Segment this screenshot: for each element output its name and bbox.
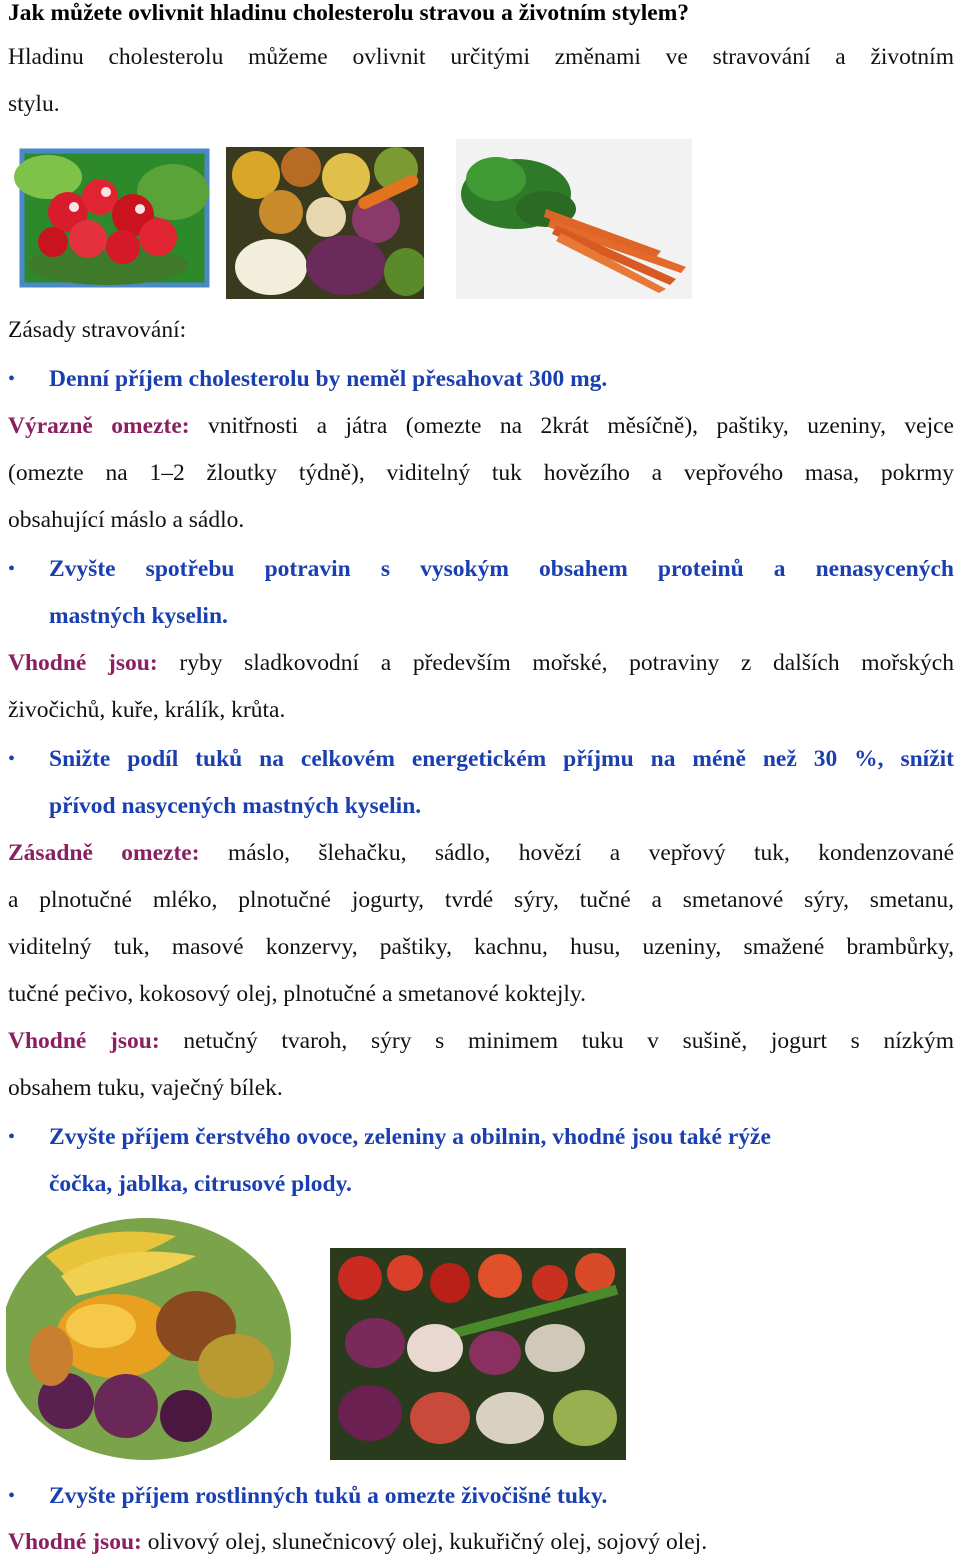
- bullet-5: •: [8, 1485, 16, 1507]
- tropical-fruit-image: [6, 1216, 296, 1462]
- bullet-2: •: [8, 558, 16, 580]
- p3-text-1: máslo, šlehačku, sádlo, hovězí a vepřový tuk, kondenzované: [199, 840, 954, 866]
- p2-line-2: živočichů, kuře, králík, krůta.: [8, 697, 286, 723]
- p1-label: Výrazně omezte:: [8, 413, 190, 439]
- p4-line-2: obsahem tuku, vaječný bílek.: [8, 1075, 283, 1101]
- bullet-4-text-1: Zvyšte příjem čerstvého ovoce, zeleniny a obilnin, vhodné jsou také rýže: [49, 1124, 771, 1150]
- carrots-image: [456, 139, 692, 299]
- p3-line-3: viditelný tuk, masové konzervy, paštiky, kachnu, husu, uzeniny, smažené brambůrky,: [8, 934, 954, 960]
- p5-text-1: olivový olej, slunečnicový olej, kukuřičný olej, sojový olej.: [141, 1529, 708, 1555]
- vegetable-market-image: [330, 1248, 626, 1460]
- p1-line-2: (omezte na 1–2 žloutky týdně), viditelný tuk hovězího a vepřového masa, pokrmy: [8, 460, 954, 486]
- page-heading: Jak můžete ovlivnit hladinu cholesterolu stravou a životním stylem?: [8, 0, 690, 26]
- p3-line-1: [8, 830, 954, 877]
- p2-line-1: [8, 640, 954, 687]
- bullet-3-text-2: přívod nasycených mastných kyselin.: [49, 793, 422, 819]
- p3-line-4: tučné pečivo, kokosový olej, plnotučné a smetanové koktejly.: [8, 981, 586, 1007]
- p3-line-2: a plnotučné mléko, plnotučné jogurty, tvrdé sýry, tučné a smetanové sýry, smetanu,: [8, 887, 954, 913]
- p3-label: Zásadně omezte:: [8, 840, 200, 866]
- bullet-1: •: [8, 368, 16, 390]
- p2-label: Vhodné jsou:: [8, 650, 158, 676]
- bullet-2-text-2: mastných kyselin.: [49, 603, 228, 629]
- bullet-4-text-2: čočka, jablka, citrusové plody.: [49, 1171, 352, 1197]
- mixed-vegetables-image: [226, 147, 424, 299]
- bullet-2-text-1: Zvyšte spotřebu potravin s vysokým obsahem proteinů a nenasycených: [49, 556, 954, 582]
- p2-text-1: ryby sladkovodní a především mořské, potraviny z dalších mořských: [157, 650, 954, 676]
- bullet-1-text: Denní příjem cholesterolu by neměl přesahovat 300 mg.: [49, 366, 608, 392]
- intro-line-2: stylu.: [8, 91, 60, 117]
- radish-salad-image: [8, 137, 213, 299]
- section-title: Zásady stravování:: [8, 317, 187, 343]
- p1-line-3: obsahující máslo a sádlo.: [8, 507, 245, 533]
- p5-label: Vhodné jsou:: [8, 1529, 142, 1555]
- bullet-3: •: [8, 748, 16, 770]
- bullet-5-text: Zvyšte příjem rostlinných tuků a omezte živočišné tuky.: [49, 1483, 608, 1509]
- intro-line-1: Hladinu cholesterolu můžeme ovlivnit určitými změnami ve stravování a životním: [8, 44, 954, 70]
- bullet-4: •: [8, 1126, 16, 1148]
- p4-label: Vhodné jsou:: [8, 1028, 160, 1054]
- p4-text-1: netučný tvaroh, sýry s minimem tuku v sušině, jogurt s nízkým: [159, 1028, 954, 1054]
- p1-line-1: [8, 403, 954, 450]
- bullet-3-text-1: Snižte podíl tuků na celkovém energetickém příjmu na méně než 30 %, snížit: [49, 746, 954, 772]
- p1-text-1: vnitřnosti a játra (omezte na 2krát měsíčně), paštiky, uzeniny, vejce: [189, 413, 954, 439]
- p5-line-1: [8, 1519, 954, 1566]
- p4-line-1: [8, 1018, 954, 1065]
